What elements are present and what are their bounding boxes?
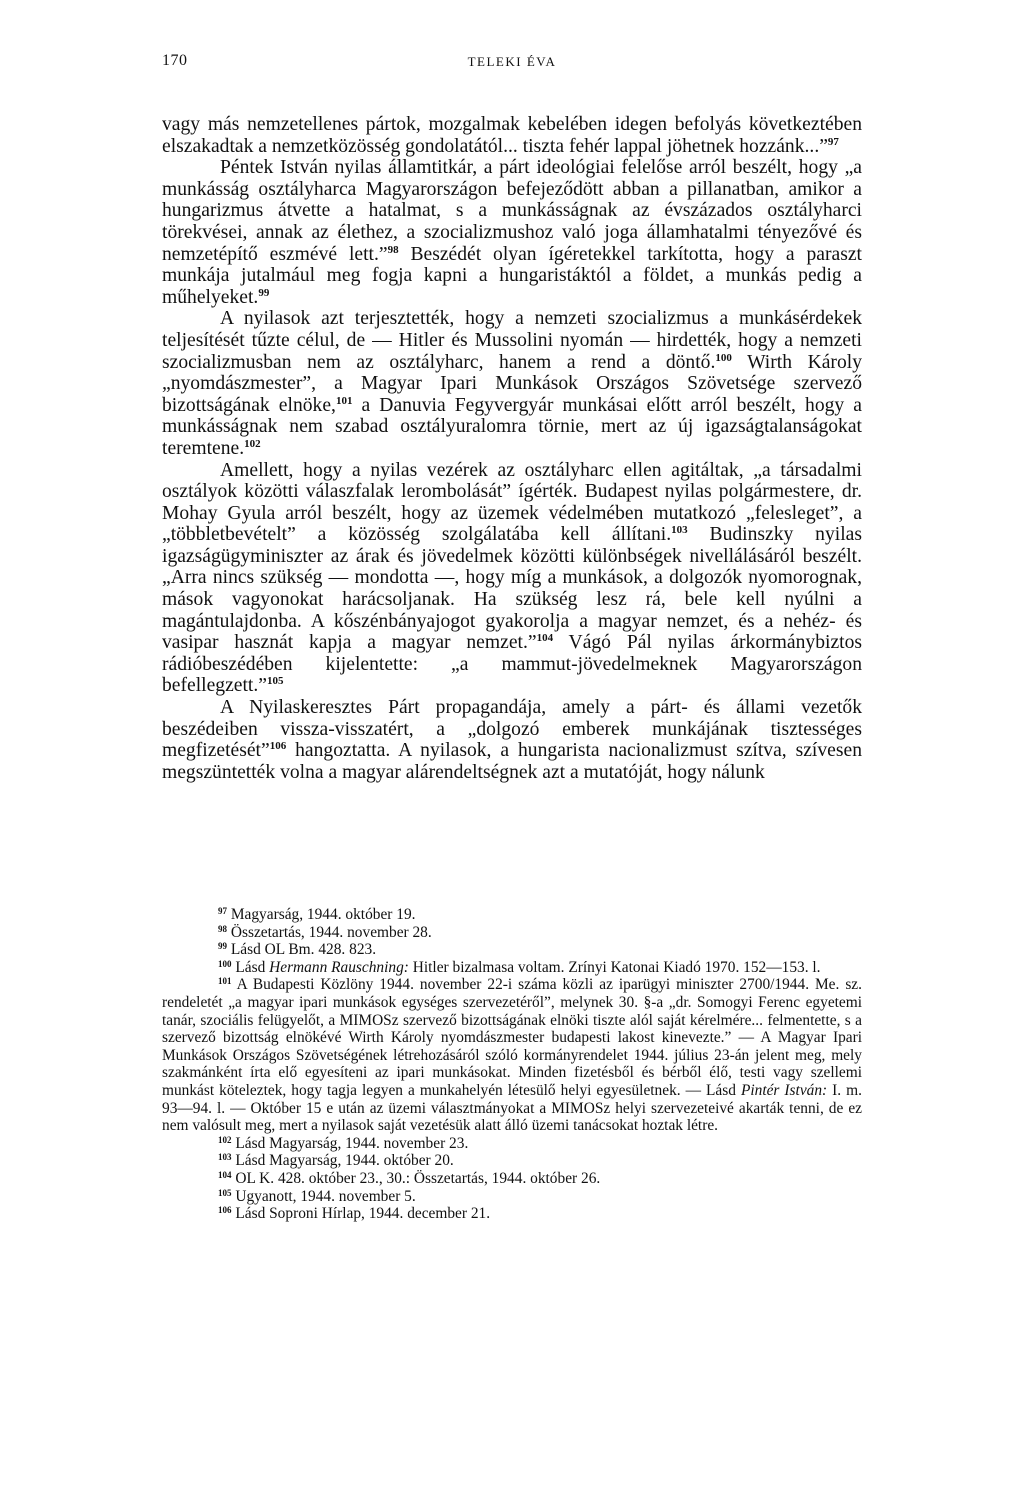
body-paragraph	[162, 697, 862, 783]
text-run: vagy más nemzetellenes pártok, mozgalmak kebelében idegen befolyás következtében elszakadtak a nemzetközösség gondolatától... tiszta fehér lappal jöhetnek hozzánk...”	[162, 114, 862, 157]
footnote-ref: 97	[218, 906, 227, 916]
footnote-ref: 98	[387, 243, 399, 256]
text-run: Összetartás, 1944. november 28.	[227, 923, 432, 941]
footnote-97	[162, 906, 862, 924]
footnote-ref: 98	[218, 923, 227, 934]
text-run: A Nyilaskeresztes Párt propagandája, amely a párt- és állami vezetők beszédeiben vissza-visszatért, a „dolgozó emberek munkájának tisztességes megfizetését”	[162, 697, 862, 762]
text-run: Wirth Károly „nyomdászmester”, a Magyar Ipari Munkások Országos Szövetsége szervező bizottságának elnöke,	[162, 351, 862, 416]
text-run: Péntek István nyilas államtitkár, a párt ideológiai felelőse arról beszélt, hogy „a munkásság osztályharca Magyarországon befejeződött abban a pillanatban, amikor a hungarizmus átvette a hatalmat, s a munkásságnak az évszázados osztályharci törekvései, annak az élethez, a szocializmushoz való joga államhatalmi tényezővé és nemzetépítő eszmévé lett.”	[162, 157, 862, 265]
footnote-ref: 105	[266, 675, 284, 688]
text-run: Lásd Magyarság, 1944. október 20.	[231, 1152, 454, 1170]
text-run: Vágó Pál nyilas árkormánybiztos rádióbeszédében kijelentette: „a mammut-jövedelmeknek Magyarországon befellegzett.”	[162, 632, 863, 697]
text-run: hangoztatta. A nyilasok, a hungarista nacionalizmust szítva, szívesen megszüntették volna a magyar alárendeltségnek azt a mutatóját, hogy nálunk	[162, 740, 862, 783]
text-run: OL K. 428. október 23., 30.: Összetartás, 1944. október 26.	[231, 1169, 601, 1187]
text-run: Amellett, hogy a nyilas vezérek az osztályharc ellen agitáltak, „a társadalmi osztályok közötti válaszfalak lerombolását” ígérték. Budapest nyilas polgármestere, dr. Mohay Gyula arról beszélt, hogy az üzemek védelmében mutatkozó „felesleget”, a „többletbevételt” a közösség szolgálatába kell állítani.	[162, 459, 862, 546]
footnote-ref: 103	[671, 524, 688, 537]
text-run: Lásd Magyarság, 1944. november 23.	[231, 1134, 469, 1152]
text-run: I. m. 93—94. l. — Október 15 e után az üzemi választmányokat a MIMOSz helyi szervezeteivé akarták tenni, de ez nem valósult meg, mert a nyilasok saját vezetésük alatt álló üzemi tanácsokat hoztak létre.	[162, 1081, 862, 1135]
footnote-104	[162, 1170, 862, 1188]
footnote-98	[162, 924, 862, 942]
footnote-ref: 106	[218, 1205, 232, 1216]
text-run: Magyarság, 1944. október 19.	[227, 906, 416, 923]
text-run: Budinszky nyilas igazságügyminiszter az árak és jövedelmek közötti különbségek nivellálásáról beszélt. „Arra nincs szükség — mondotta —, hogy míg a munkások, a dolgozók nyomorognak, mások vagyonokat harácsoljanak. Ha szükség lesz rá, bele kell nyúlni a magántulajdonba. A kőszénbányajogot gyakorolja a magyar nemzet, és a nehéz- és vasipar hasznát kapja a magyar nemzet.”	[162, 524, 862, 654]
footnote-100	[162, 959, 862, 977]
body-paragraph	[162, 157, 862, 308]
body-paragraph	[162, 114, 862, 157]
footnote-105	[162, 1188, 862, 1206]
body-text	[162, 114, 862, 783]
footnote-ref: 101	[218, 976, 232, 987]
text-run: Hitler bizalmasa voltam. Zrínyi Katonai Kiadó 1970. 152—153. l.	[408, 958, 821, 976]
footnote-ref: 101	[335, 394, 353, 407]
text-run: A nyilasok azt terjesztették, hogy a nemzeti szocializmus a munkásérdekek teljesítését tűzte célul, de — Hitler és Mussolini nyomán — hirdették, hogy a nemzeti szocializmusban nem az osztályharc, hanem a rend a döntő.	[162, 308, 862, 373]
page-number: 170	[162, 52, 188, 69]
text-run: Ugyanott, 1944. november 5.	[231, 1187, 416, 1205]
footnote-ref: 97	[827, 135, 839, 148]
footnote-ref: 105	[218, 1187, 232, 1198]
footnote-ref: 99	[218, 941, 227, 952]
text-run: A Budapesti Közlöny 1944. november 22-i száma közli az iparügyi miniszter 2700/1944. Me. sz. rendeletét „a magyar ipari munkások egységes szervezetéről”, melynek 30. §-a „dr. Somogyi Ferenc egyetemi tanár, szociális felügyelőt, a MIMOSz szervező bizottságának elnöki tiszte alól saját kérelmére... felmentette, s a szervező bizottság elnökévé Wirth Károly nyomdászmester budapesti lakost kinevezte.” — A Magyar Ipari Munkások Országos Szövetségének létrehozásáról szóló kormányrendelet 1944. július 23-án jelent meg, mely szakmánként írta elő egyesíteni az ipari munkásokat. Minden fizetésből és bérből élő, testi vagy szellemi munkást köteleztek, hogy tagja legyen a munkahelyén létesülő helyi egyesületnek. — Lásd	[162, 976, 862, 1099]
italic-text: Pintér István:	[740, 1081, 828, 1099]
footnote-ref: 99	[258, 286, 270, 299]
footnote-99	[162, 941, 862, 959]
footnote-ref: 102	[244, 437, 261, 450]
footnote-ref: 106	[269, 740, 287, 753]
footnote-106	[162, 1205, 862, 1223]
italic-text: Hermann Rauschning:	[269, 958, 409, 976]
footnote-ref: 102	[218, 1134, 232, 1145]
footnote-ref: 104	[536, 632, 554, 645]
footnotes	[162, 906, 862, 1223]
text-run: Beszédét olyan ígéretekkel tarkította, hogy a paraszt munkája jutalmául meg fogja kapni a hungaristáktól a földet, a munkás pedig a műhelyeket.	[162, 243, 862, 308]
footnote-101	[162, 976, 862, 1134]
text-run: Lásd OL Bm. 428. 823.	[227, 941, 377, 959]
footnote-ref: 103	[218, 1152, 232, 1163]
text-run: Lásd	[231, 958, 270, 976]
footnote-ref: 104	[218, 1169, 232, 1180]
body-paragraph	[162, 308, 862, 459]
page-header	[162, 52, 862, 76]
body-paragraph	[162, 460, 862, 698]
footnote-ref: 100	[218, 958, 232, 969]
footnote-103	[162, 1152, 862, 1170]
text-run: a Danuvia Fegyvergyár munkásai előtt arról beszélt, hogy a munkásságnak nem szabad osztályuralomra törnie, mert az új igazságtalanságokat teremtene.	[162, 394, 862, 459]
running-head: TELEKI ÉVA	[467, 54, 557, 69]
footnote-102	[162, 1135, 862, 1153]
footnote-ref: 100	[715, 351, 732, 364]
text-run: Lásd Soproni Hírlap, 1944. december 21.	[231, 1205, 491, 1223]
